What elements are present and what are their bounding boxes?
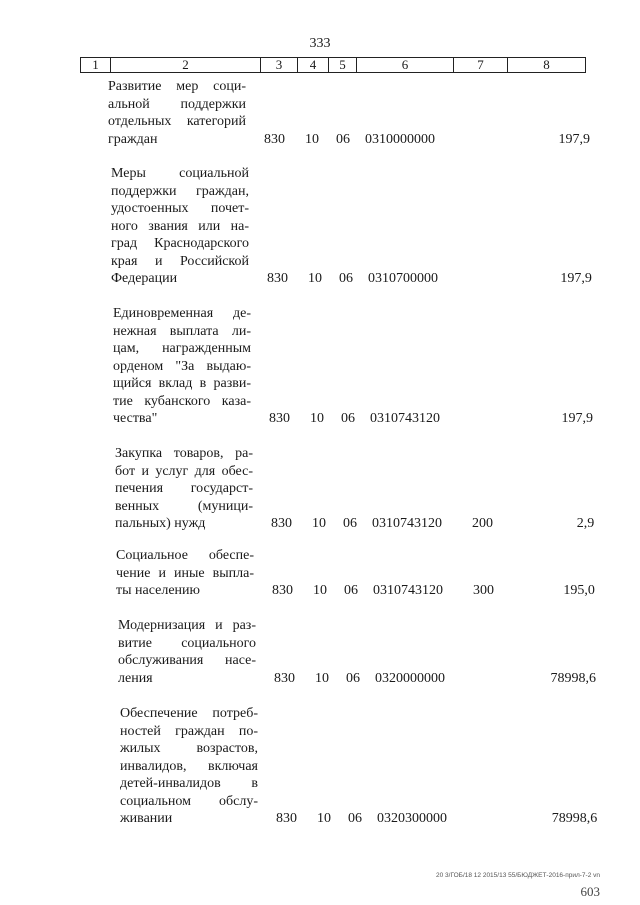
row-description-line: печения государст- (115, 481, 253, 496)
row-cell-c4: 10 (305, 131, 319, 147)
row-description (115, 445, 253, 533)
row-cell-c8: 197,9 (560, 271, 592, 286)
column-header-1: 1 (81, 58, 111, 73)
row-description-line: Социальное обеспе- (116, 548, 254, 563)
row-cell-c8: 78998,6 (550, 670, 596, 686)
row-cell-c6: 0310743120 (370, 411, 440, 426)
row-description (116, 547, 254, 600)
row-cell-c3: 830 (271, 516, 292, 531)
row-description-line: Обеспечение потреб- (120, 706, 258, 721)
row-cell-c3: 830 (264, 131, 285, 147)
page-number-top: 333 (309, 36, 331, 51)
row-description-line: Меры социальной (111, 166, 249, 181)
row-cell-c5: 06 (348, 811, 362, 826)
row-cell-c3: 830 (274, 670, 295, 686)
row-description-line: чение и иные выпла- (116, 565, 254, 581)
row-description-line: ты населению (116, 583, 200, 598)
row-description (108, 78, 246, 148)
row-description-line: удостоенных почет- (111, 201, 249, 216)
row-cell-c5: 06 (344, 583, 358, 598)
row-cell-c4: 10 (308, 271, 322, 286)
row-description-line: Закупка товаров, ра- (115, 446, 253, 461)
row-cell-c6: 0310743120 (373, 583, 443, 598)
row-cell-c4: 10 (313, 583, 327, 598)
row-description-line: ного звания или на- (111, 218, 249, 234)
row-cell-c8: 197,9 (561, 411, 593, 426)
row-cell-c7: 300 (473, 583, 494, 598)
row-description-line: поддержки граждан, (111, 183, 249, 199)
row-cell-c4: 10 (312, 516, 326, 531)
row-cell-c6: 0320300000 (377, 811, 447, 826)
row-description-line: чества" (113, 411, 158, 426)
row-description-line: социальном обслу- (120, 793, 258, 809)
row-description-line: живании (120, 811, 173, 826)
row-description-line: края и Российской (111, 253, 249, 269)
row-description (118, 617, 256, 687)
row-description-line: пальных) нужд (115, 516, 206, 531)
column-header-row (80, 57, 586, 73)
row-cell-c5: 06 (339, 271, 353, 286)
row-description-line: обслуживания насе- (118, 653, 256, 668)
row-cell-c5: 06 (346, 670, 360, 686)
row-description-line: орденом "За выдаю- (113, 358, 251, 374)
row-cell-c8: 195,0 (563, 583, 595, 598)
column-header-3: 3 (261, 58, 298, 73)
row-cell-c3: 830 (267, 271, 288, 286)
row-cell-c4: 10 (317, 811, 331, 826)
column-header-7: 7 (454, 58, 508, 73)
row-description-line: детей-инвалидов в (120, 776, 258, 791)
column-header-2: 2 (111, 58, 261, 73)
row-cell-c3: 830 (269, 411, 290, 426)
row-description-line: Модернизация и раз- (118, 618, 256, 633)
row-cell-c7: 200 (472, 516, 493, 531)
row-cell-c6: 0320000000 (375, 670, 445, 686)
row-cell-c5: 06 (343, 516, 357, 531)
row-description-line: тие кубанского каза- (113, 393, 251, 409)
row-description-line: Единовременная де- (113, 306, 251, 321)
row-cell-c3: 830 (272, 583, 293, 598)
row-description-line: инвалидов, включая (120, 758, 258, 774)
row-cell-c3: 830 (276, 811, 297, 826)
row-cell-c6: 0310700000 (368, 271, 438, 286)
column-header-4: 4 (298, 58, 329, 73)
row-description-line: альной поддержки (108, 96, 246, 112)
row-cell-c8: 78998,6 (551, 811, 598, 826)
row-cell-c6: 0310743120 (372, 516, 442, 531)
row-cell-c5: 06 (336, 131, 350, 147)
row-description-line: град Краснодарского (111, 236, 249, 251)
row-cell-c4: 10 (315, 670, 329, 686)
column-header-6: 6 (357, 58, 454, 73)
row-description (120, 705, 258, 828)
row-description-line: щийся вклад в разви- (113, 376, 251, 391)
row-description-line: ления (118, 670, 153, 686)
page-number-bottom: 603 (580, 884, 600, 899)
column-header-8: 8 (508, 58, 586, 73)
row-description-line: отдельных категорий (108, 114, 246, 129)
row-cell-c8: 2,9 (576, 516, 595, 531)
row-description-line: цам, награжденным (113, 341, 251, 356)
row-description-line: витие социального (118, 635, 256, 651)
row-description (111, 165, 249, 288)
row-description-line: Развитие мер соци- (108, 79, 246, 94)
row-description-line: граждан (108, 131, 158, 147)
row-description-line: ностей граждан по- (120, 723, 258, 739)
row-cell-c8: 197,9 (558, 131, 590, 147)
row-cell-c4: 10 (310, 411, 324, 426)
column-header-5: 5 (329, 58, 357, 73)
row-description (113, 305, 251, 428)
row-cell-c5: 06 (341, 411, 355, 426)
row-description-line: нежная выплата ли- (113, 323, 251, 339)
footer-file-code: 20 3/ГОБ/18 12 2015/13 55/БЮДЖЕТ-2016-прил-7-2 vn (436, 872, 600, 879)
row-description-line: венных (муници- (115, 498, 253, 514)
row-cell-c6: 0310000000 (365, 131, 435, 147)
row-description-line: бот и услуг для обес- (115, 463, 253, 479)
row-description-line: жилых возрастов, (120, 741, 258, 756)
row-description-line: Федерации (111, 271, 178, 286)
